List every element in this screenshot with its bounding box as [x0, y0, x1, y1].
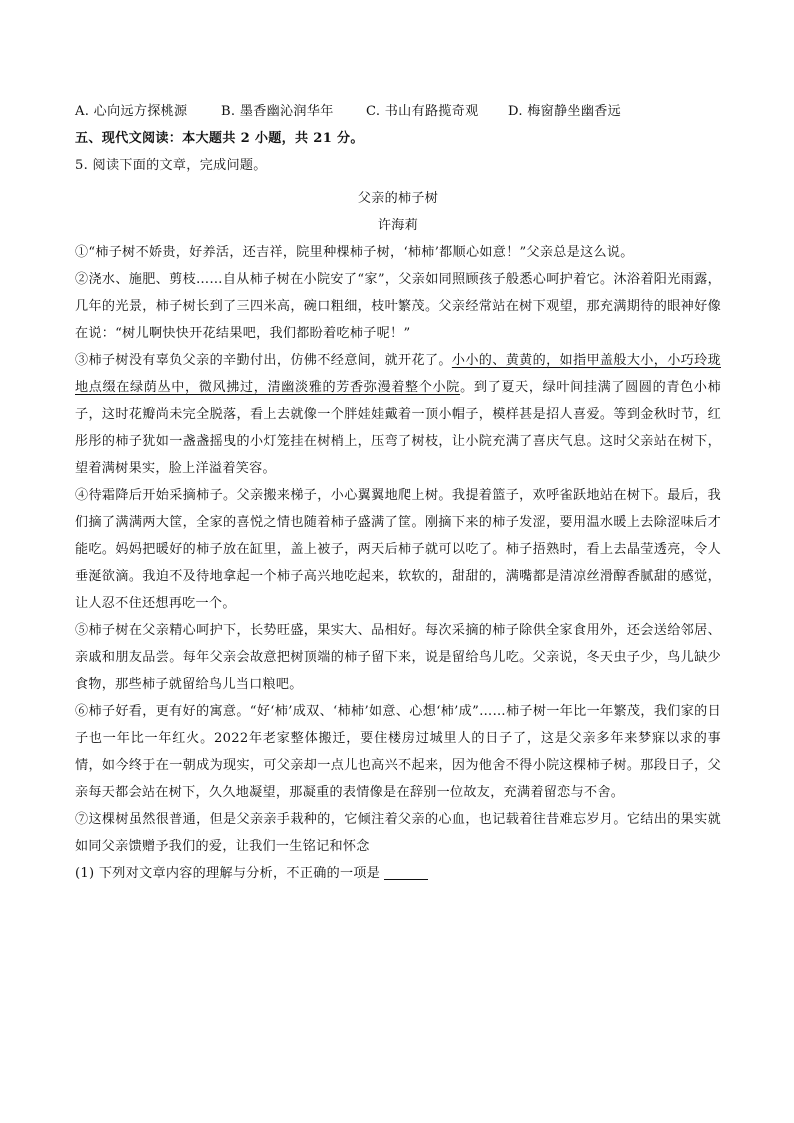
paragraph-1: ①“柿子树不娇贵，好养活，还吉祥，院里种棵柿子树，‘柿柿’都顺心如意！”父亲总是这么说。	[75, 245, 634, 260]
answer-options-row	[75, 98, 721, 125]
paragraph-6: ⑥柿子好看，更有好的寓意。“好‘柿’成双、‘柿柿’如意、心想‘柿’成”……柿子树一年比一年繁茂，我们家的日子也一年比一年红火。2022年老家整体搬迁，要住楼房过城里人的日子了，这是父亲多年来梦寐以求的事情，如今终于在一朝成为现实，可父亲却一点儿也高兴不起来，因为他舍不得小院这棵柿子树。那段日子，父亲每天都会站在树下，久久地凝望，那凝重的表情像是在辞别一位故友，充满着留恋与不舍。	[75, 704, 721, 800]
article-author: 许海莉	[377, 218, 419, 233]
option-d: D. 梅窗静坐幽香远	[508, 104, 622, 119]
document-page	[75, 98, 721, 887]
paragraph-3-end: 。到了夏天，绿叶间挂满了圆圆的青色小柿子，这时花瓣尚未完全脱落，看上去就像一个胖娃娃戴着一顶小帽子，模样甚是招人喜爱。等到金秋时节，红彤彤的柿子犹如一盏盏摇曳的小灯笼挂在树梢上，压弯了树枝，让小院充满了喜庆气息。这时父亲站在树下，望着满树果实，脸上洋溢着笑容。	[75, 380, 721, 476]
option-c: C. 书山有路揽奇观	[366, 104, 479, 119]
paragraph-3	[75, 347, 721, 482]
underlined-sentence: 小小的、黄黄的，如指甲盖般大小，小巧玲珑地点缀在绿荫丛中，微风拂过，清幽淡雅的芳香弥漫着整个小院	[75, 353, 721, 395]
option-a: A. 心向远方探桃源	[75, 104, 188, 119]
paragraph-3-start: ③柿子树没有辜负父亲的辛勤付出，仿佛不经意间，就开花了。	[75, 353, 452, 368]
paragraph-2: ②浇水、施肥、剪枝……自从柿子树在小院安了“家”，父亲如同照顾孩子般悉心呵护着它。沐浴着阳光雨露，几年的光景，柿子树长到了三四米高，碗口粗细，枝叶繁茂。父亲经常站在树下观望，那充满期待的眼神好像在说：“树儿啊快快开花结果吧，我们都盼着吃柿子呢！”	[75, 272, 721, 341]
section-heading: 五、现代文阅读：本大题共 2 小题，共 21 分。	[75, 131, 364, 146]
article-title: 父亲的柿子树	[357, 191, 439, 206]
option-b: B. 墨香幽沁润华年	[221, 104, 334, 119]
answer-blank[interactable]	[384, 865, 428, 880]
paragraph-5: ⑤柿子树在父亲精心呵护下，长势旺盛，果实大、品相好。每次采摘的柿子除供全家食用外，还会送给邻居、亲戚和朋友品尝。每年父亲会故意把树顶端的柿子留下来，说是留给鸟儿吃。父亲说，冬天虫子少，鸟儿缺少食物，那些柿子就留给鸟儿当口粮吧。	[75, 623, 721, 692]
question-1	[75, 860, 721, 887]
question-1-text: (1) 下列对文章内容的理解与分析，不正确的一项是	[75, 866, 381, 881]
paragraph-7: ⑦这棵树虽然很普通，但是父亲亲手栽种的，它倾注着父亲的心血，也记载着往昔难忘岁月。它结出的果实就如同父亲馈赠予我们的爱，让我们一生铭记和怀念	[75, 812, 721, 854]
question-instruction: 5. 阅读下面的文章，完成问题。	[75, 158, 267, 173]
paragraph-4: ④待霜降后开始采摘柿子。父亲搬来梯子，小心翼翼地爬上树。我提着篮子，欢呼雀跃地站在树下。最后，我们摘了满满两大筐，全家的喜悦之情也随着柿子盛满了筐。刚摘下来的柿子发涩，要用温水暖上去除涩味后才能吃。妈妈把暖好的柿子放在缸里，盖上被子，两天后柿子就可以吃了。柿子捂熟时，看上去晶莹透亮，令人垂涎欲滴。我迫不及待地拿起一个柿子高兴地吃起来，软软的，甜甜的，满嘴都是清凉丝滑醇香腻甜的感觉，让人忍不住还想再吃一个。	[75, 488, 721, 611]
